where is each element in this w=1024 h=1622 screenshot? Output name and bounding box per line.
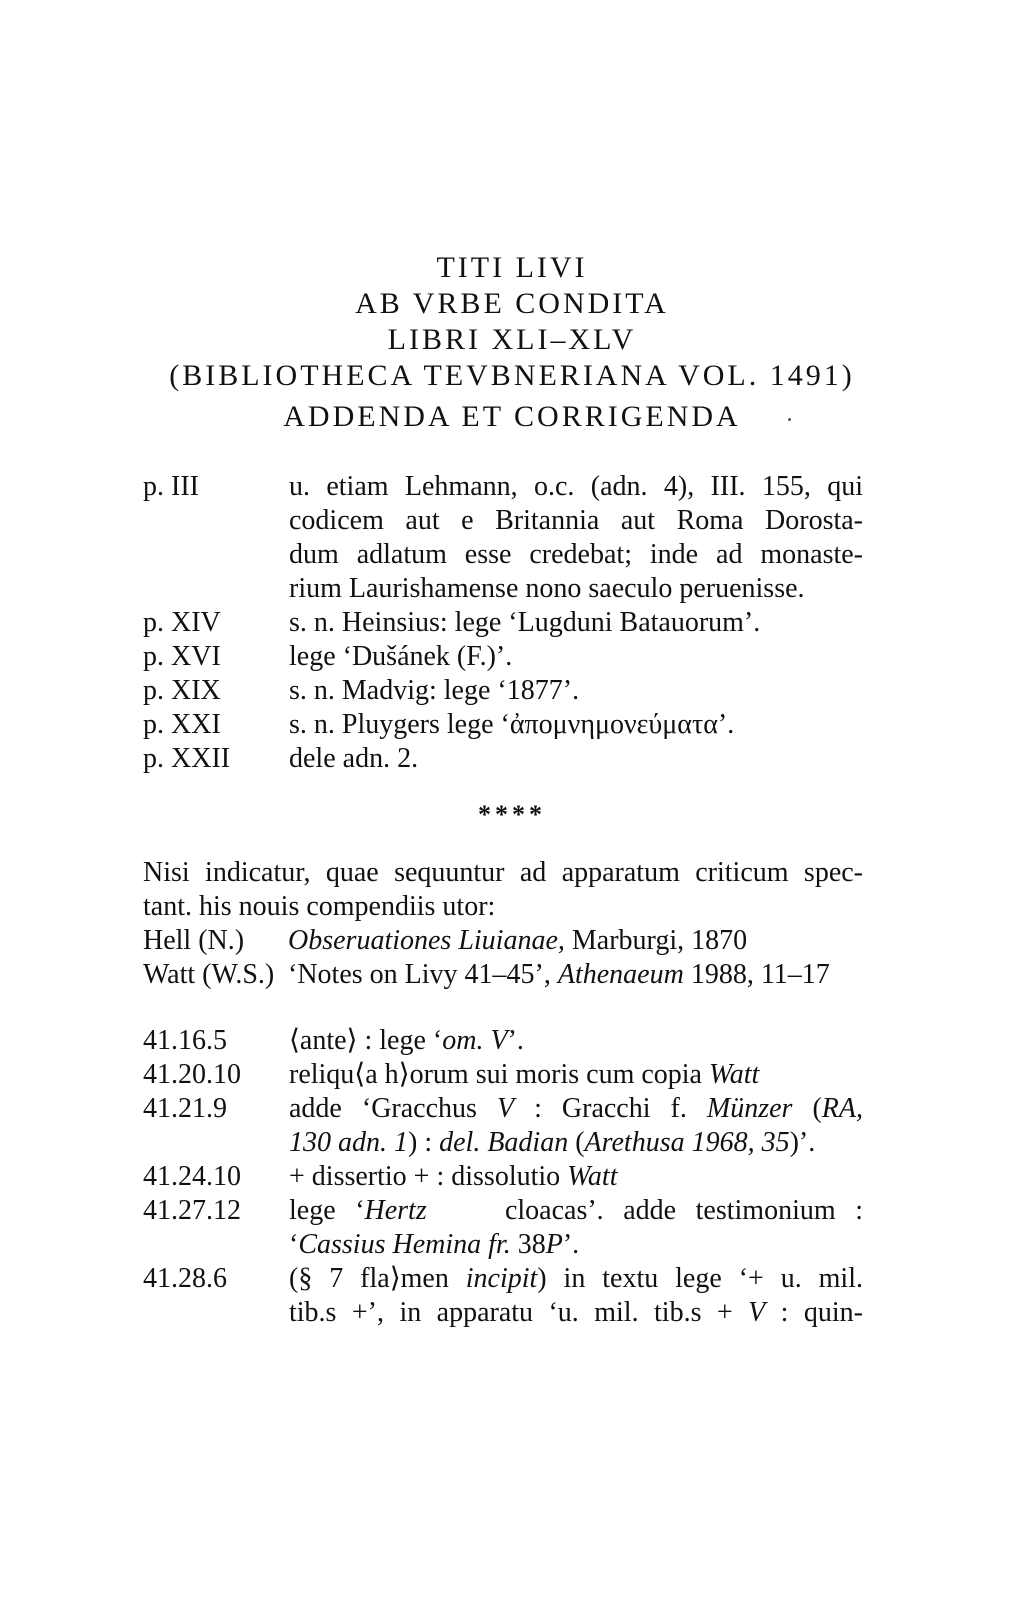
text-run: 38 [510,1229,546,1260]
text-run: )’. [789,1127,816,1158]
entry-line [289,1262,863,1296]
text-run: V [496,1093,515,1124]
entry-text: s. n. Heinsius: lege ‘Lugduni Batauorum’. [289,607,761,638]
text-run: (§ 7 fla⟩men [289,1263,466,1294]
entry-ref: 41.24.10 [143,1161,241,1192]
entry-text [289,1262,863,1330]
text-run: Watt [567,1161,618,1192]
corrigenda-entry [143,606,863,640]
text-run: + dissertio + : dissolutio [289,1161,568,1192]
entry-text [289,1024,863,1058]
entry-ref: 41.27.12 [143,1195,241,1226]
entry-text: dele adn. 2. [289,743,419,774]
entry-ref: 41.28.6 [143,1263,227,1294]
entry-text: lege ‘Dušánek (F.)’. [289,641,513,672]
corrigenda-entry [143,470,863,606]
corrigenda-entry [143,708,863,742]
entry-line [289,1092,863,1126]
entry-line [289,1228,863,1262]
entry-line [289,1194,863,1228]
entry-text [289,1194,863,1262]
text-run: V [748,1297,766,1328]
abbreviation-rest: Marburgi, 1870 [564,925,748,956]
abbreviation-value [288,924,747,958]
text-run: Arethusa 1968, 35 [584,1127,790,1158]
intro-line: tant. his nouis compendiis utor: [143,891,496,922]
apparatus-entry [143,1058,863,1092]
abbreviation-work: Obseruationes Liuianae, [288,925,565,956]
text-run: 130 adn. 1 [289,1127,408,1158]
entry-line [289,1296,863,1330]
entry-ref: 41.21.9 [143,1093,227,1124]
text-run: ( [792,1093,822,1124]
apparatus-entry [143,1160,863,1194]
entry-line: dum adlatum esse credebat; inde ad monaste- [289,539,863,570]
intro-line: Nisi indicatur, quae sequuntur ad apparatum criticum spec- [143,857,863,888]
section-heading: ADDENDA ET CORRIGENDA [283,400,741,433]
entry-text [289,1160,863,1194]
text-run: ⟨ante⟩ : lege ‘ [289,1025,443,1056]
text-run: P [545,1229,563,1260]
abbreviation-work: Athenaeum [557,959,684,990]
entry-text [289,1092,863,1160]
entry-text: s. n. Pluygers lege ‘ἀπομνημονεύματα’. [289,709,735,740]
entry-ref: p. XIX [143,675,221,706]
apparatus-notes [143,1024,863,1330]
apparatus-entry [143,1092,863,1160]
stray-dot [788,418,791,421]
entry-ref: p. III [143,471,199,502]
text-run: lege ‘ [289,1195,365,1226]
title-series: (BIBLIOTHECA TEVBNERIANA VOL. 1491) [169,359,855,392]
entry-line: u. etiam Lehmann, o.c. (adn. 4), III. 155, qui [289,471,863,502]
entry-text [289,470,863,606]
entry-ref: p. XIV [143,607,221,638]
apparatus-entry [143,1262,863,1330]
abbreviation-key: Watt (W.S.) [143,959,275,990]
text-run: ‘ [289,1229,299,1260]
text-run: cloacas’. adde testimonium : [426,1195,863,1226]
text-run: ) in textu lege ‘+ u. mil. [537,1263,863,1294]
abbreviation-value [288,958,830,992]
text-run: adde ‘Gracchus [289,1093,497,1124]
text-run: ) : [408,1127,440,1158]
abbreviation-row [143,958,863,992]
text-run: : Gracchi f. [514,1093,707,1124]
entry-text: s. n. Madvig: lege ‘1877’. [289,675,580,706]
text-run: incipit [465,1263,538,1294]
apparatus-entry [143,1024,863,1058]
text-run: RA, [821,1093,864,1124]
text-run: om. V [442,1025,508,1056]
text-run: ’. [507,1025,524,1056]
corrigenda-entry [143,674,863,708]
text-run: tib.s +’, in apparatu ‘u. mil. tib.s + [289,1297,749,1328]
corrigenda-entry [143,742,863,776]
entry-text [289,1058,863,1092]
text-run: Cassius Hemina fr. [298,1229,511,1260]
entry-line [289,1126,863,1160]
corrigenda-entry [143,640,863,674]
text-run: ’. [562,1229,580,1260]
text-run: reliqu⟨a h⟩orum sui moris cum copia [289,1059,709,1090]
text-run: Hertz [364,1195,427,1226]
title-work: AB VRBE CONDITA [355,287,669,320]
text-run: Münzer [706,1093,793,1124]
entry-ref: 41.20.10 [143,1059,241,1090]
text-run: Watt [709,1059,760,1090]
title-author: TITI LIVI [436,251,588,284]
abbreviation-row [143,924,863,958]
entry-line: rium Laurishamense nono saeculo peruenisse. [289,573,805,604]
entry-ref: p. XXI [143,709,221,740]
entry-ref: 41.16.5 [143,1025,227,1056]
text-run: : quin- [765,1297,863,1328]
title-books: LIBRI XLI–XLV [387,323,637,356]
corrigenda-list [143,470,863,776]
abbreviation-rest: 1988, 11–17 [683,959,830,990]
apparatus-entry [143,1194,863,1262]
intro-paragraph [143,856,863,992]
section-separator: **** [478,800,546,829]
abbreviation-key: Hell (N.) [143,925,245,956]
text-run: del. Badian [439,1127,569,1158]
entry-ref: p. XVI [143,641,221,672]
text-run: ( [568,1127,585,1158]
entry-line: codicem aut e Britannia aut Roma Dorosta- [289,505,863,536]
abbreviation-pre: ‘Notes on Livy 41–45’, [288,959,558,990]
book-title [0,250,1024,394]
entry-ref: p. XXII [143,743,231,774]
